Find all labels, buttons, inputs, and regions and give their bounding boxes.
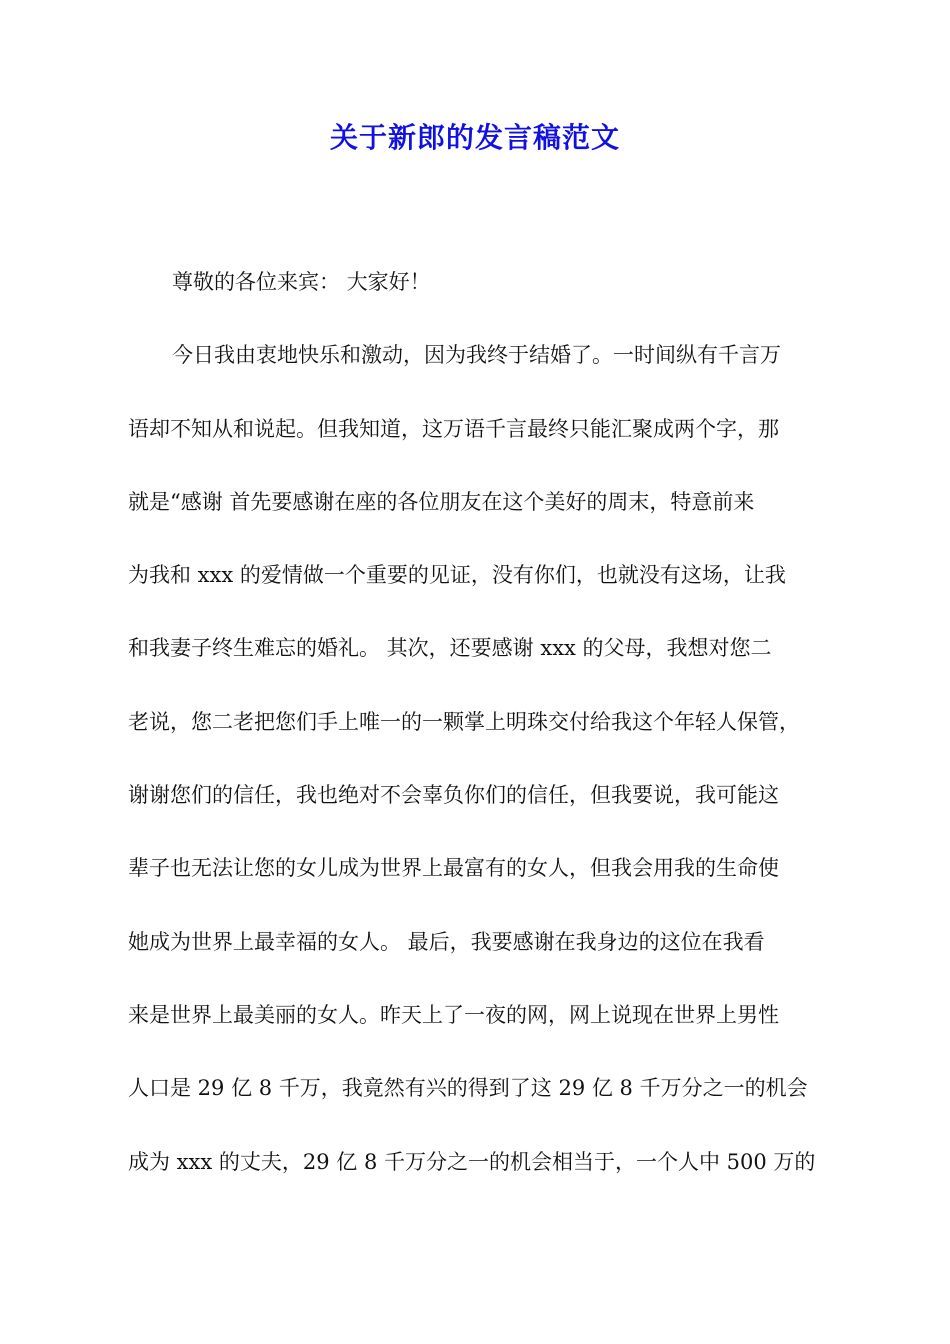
body-line: 成为 xxx 的丈夫，29 亿 8 千万分之一的机会相当于，一个人中 500 万的: [128, 1149, 816, 1174]
body-line: 来是世界上最美丽的女人。昨天上了一夜的网，网上说现在世界上男性: [128, 1002, 779, 1027]
body-line: 和我妻子终生难忘的婚礼。 其次，还要感谢 xxx 的父母，我想对您二: [128, 636, 772, 661]
body-line: 她成为世界上最幸福的女人。 最后，我要感谢在我身边的这位在我看: [128, 929, 765, 954]
body-line: 尊敬的各位来宾： 大家好！: [172, 270, 431, 294]
body-line: 辈子也无法让您的女儿成为世界上最富有的女人，但我会用我的生命使: [128, 856, 779, 881]
body-line: 谢谢您们的信任，我也绝对不会辜负你们的信任，但我要说，我可能这: [128, 783, 779, 808]
body-line: 老说，您二老把您们手上唯一的一颗掌上明珠交付给我这个年轻人保管，: [128, 709, 800, 734]
body-line: 人口是 29 亿 8 千万，我竟然有兴的得到了这 29 亿 8 千万分之一的机会: [128, 1076, 808, 1101]
document-title: 关于新郎的发言稿范文: [329, 121, 620, 154]
body-line: 语却不知从和说起。但我知道，这万语千言最终只能汇聚成两个字，那: [128, 416, 779, 441]
body-line: 就是“感谢 首先要感谢在座的各位朋友在这个美好的周末，特意前来: [128, 489, 755, 514]
body-line: 今日我由衷地快乐和激动，因为我终于结婚了。一时间纵有千言万: [172, 343, 781, 368]
document-body: [128, 262, 828, 1215]
body-line: 为我和 xxx 的爱情做一个重要的见证，没有你们，也就没有这场，让我: [128, 563, 786, 588]
